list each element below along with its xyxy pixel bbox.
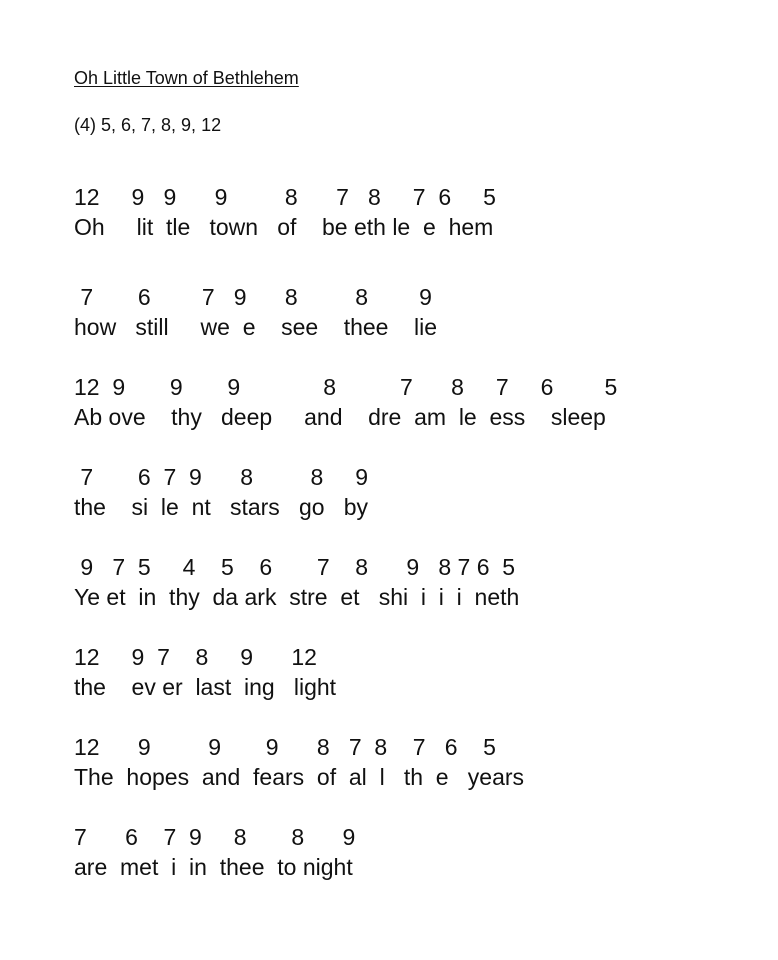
verse-8-lyrics: are met i in thee to night — [74, 854, 353, 880]
verse-2-notes: 7 6 7 9 8 8 9 — [74, 284, 432, 310]
verse-7-notes: 12 9 9 9 8 7 8 7 6 5 — [74, 734, 496, 760]
verse-6-lyrics: the ev er last ing light — [74, 674, 337, 700]
verse-6-notes: 12 9 7 8 9 12 — [74, 644, 317, 670]
verse-4-notes: 7 6 7 9 8 8 9 — [74, 464, 369, 490]
verse-8-notes: 7 6 7 9 8 8 9 — [74, 824, 356, 850]
verse-7-lyrics: The hopes and fears of al l th e years — [74, 764, 525, 790]
verse-3-notes: 12 9 9 9 8 7 8 7 6 5 — [74, 374, 618, 400]
song-title: Oh Little Town of Bethlehem — [74, 68, 299, 88]
verse-2-lyrics: how still we e see thee lie — [74, 314, 438, 340]
verse-1-lyrics: Oh lit tle town of be eth le e hem — [74, 214, 494, 240]
verse-3-lyrics: Ab ove thy deep and dre am le ess sleep — [74, 404, 606, 430]
verse-4-lyrics: the si le nt stars go by — [74, 494, 369, 520]
verse-5-notes: 9 7 5 4 5 6 7 8 9 8 7 6 5 — [74, 554, 516, 580]
verse-1-notes: 12 9 9 9 8 7 8 7 6 5 — [74, 184, 496, 210]
verse-5-lyrics: Ye et in thy da ark stre et shi i i i neth — [74, 584, 520, 610]
harmonica-holes: (4) 5, 6, 7, 8, 9, 12 — [74, 115, 222, 135]
